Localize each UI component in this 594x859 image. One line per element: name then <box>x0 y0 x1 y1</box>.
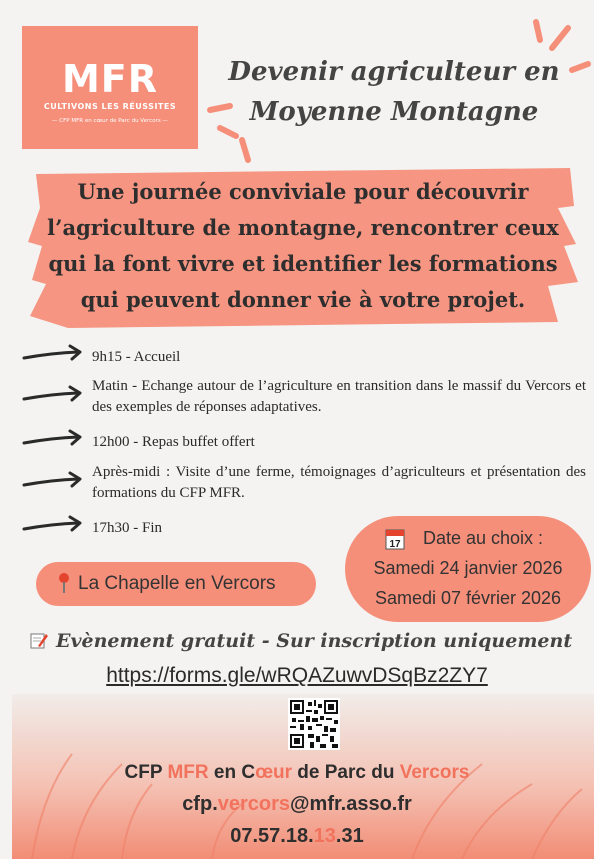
contact-phone[interactable] <box>0 825 594 848</box>
org-part-highlight: Vercors <box>399 762 470 783</box>
event-text: Evènement gratuit - Sur inscription uniquement <box>56 630 573 652</box>
agenda-text: Après-midi : Visite d’une ferme, témoignages d’agriculteurs et présentation des formations du CFP MFR. <box>92 464 586 501</box>
agenda-text: 9h15 - Accueil <box>92 349 181 365</box>
arrow-icon <box>22 514 84 536</box>
qr-code[interactable] <box>288 698 340 750</box>
org-part-highlight: MFR <box>167 762 209 783</box>
agenda-text: Matin - Echange autour de l’agriculture en transition dans le massif du Vercors et des exemples de réponses adaptatives. <box>92 378 586 415</box>
qr-code-image <box>288 698 340 750</box>
intro-line-4: qui peuvent donner vie à votre projet. <box>80 287 526 312</box>
arrow-icon <box>22 470 84 492</box>
email-part-highlight: vercors <box>217 793 291 815</box>
email-part: @mfr.asso.fr <box>290 793 412 815</box>
location-label: La Chapelle en Vercors <box>78 573 276 594</box>
date-heading: Date au choix : <box>422 528 544 548</box>
arrow-icon <box>22 343 84 365</box>
phone-part: 07.57.18. <box>230 825 314 847</box>
contact-email[interactable] <box>0 793 594 816</box>
event-line <box>30 630 590 652</box>
pin-icon <box>58 572 70 594</box>
arrow-icon <box>22 384 84 406</box>
mfr-logo <box>22 26 198 149</box>
title-line-1: Devenir agriculteur en <box>228 57 560 87</box>
intro-line-1: Une journée conviviale pour découvrir <box>77 179 529 204</box>
phone-part-highlight: 13 <box>313 825 336 847</box>
date-badge <box>345 516 591 622</box>
organization-name <box>0 762 594 784</box>
logo-mark: MFR <box>61 57 159 101</box>
phone-part: .31 <box>335 825 364 847</box>
agenda-text: 12h00 - Repas buffet offert <box>92 434 255 450</box>
intro-line-2: l’agriculture de montagne, rencontrer ceux <box>47 215 559 240</box>
org-part: CFP <box>124 762 168 783</box>
agenda-text: 17h30 - Fin <box>92 520 163 536</box>
org-part-highlight: œur <box>255 762 293 783</box>
logo-subtitle: — CFP MFR en cœur de Parc du Vercors — <box>52 118 168 124</box>
pencil-icon <box>30 631 48 649</box>
registration-link[interactable]: https://forms.gle/wRQAZuwvDSqBz2ZY7 <box>106 664 488 687</box>
arrow-icon <box>22 428 84 450</box>
intro-text <box>30 174 576 318</box>
date-option-2: Samedi 07 février 2026 <box>374 588 562 608</box>
intro-line-3: qui la font vivre et identifier les formations <box>48 251 558 276</box>
calendar-day: 17 <box>389 539 401 550</box>
email-part: cfp. <box>182 793 218 815</box>
location-badge <box>36 562 316 606</box>
date-option-1: Samedi 24 janvier 2026 <box>373 558 563 578</box>
title-line-2: Moyenne Montagne <box>249 97 539 127</box>
org-part: de Parc du <box>292 762 400 783</box>
org-part: en C <box>208 762 256 783</box>
page-title <box>218 52 570 132</box>
logo-tagline: CULTIVONS LES RÉUSSITES <box>43 102 177 111</box>
